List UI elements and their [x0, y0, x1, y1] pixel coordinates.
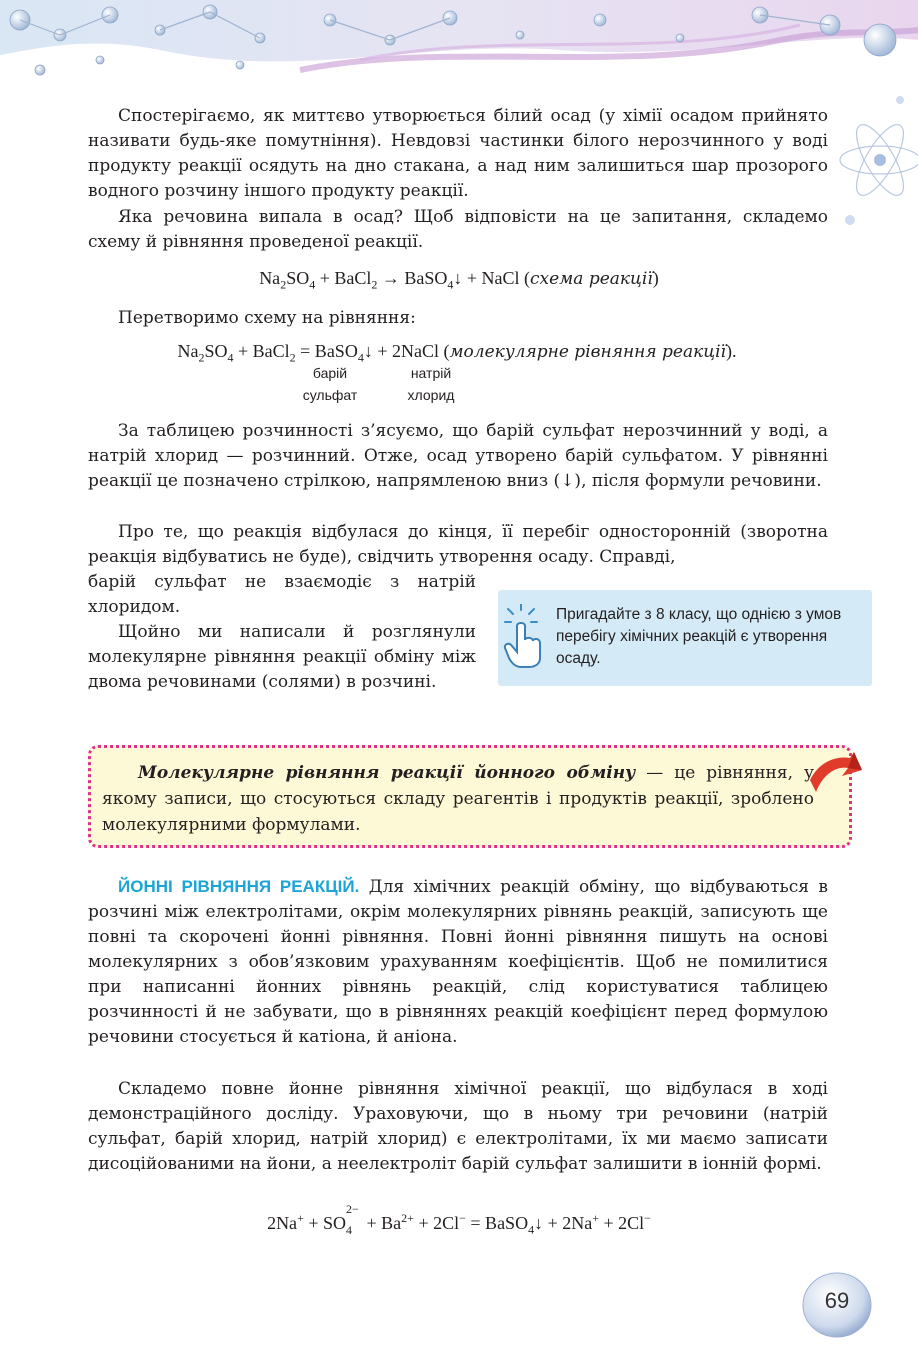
nacl-label-line1: натрій: [410, 365, 452, 381]
definition-text: [102, 760, 814, 838]
paragraph-3: Перетворимо схему на рівняння:: [118, 308, 416, 328]
hint-text: Пригадайте з 8 класу, що однією з умов перебігу хімічних реакцій є утворення осаду.: [556, 606, 842, 667]
molecules-header-decoration: [0, 0, 918, 120]
scheme-note: схема реакції: [530, 269, 653, 289]
paragraph-6: Щойно ми написали й розглянули молекулярне рівняння реакції обміну між двома речовинами (солями) в розчині.: [88, 622, 476, 692]
paragraph-4: За таблицею розчинності з’ясуємо, що барій сульфат нерозчинний у воді, а натрій хлорид — розчинний. Отже, осад утворено барій сульфатом. У рівнянні реакції це позначено стрілкою, напрямленою вниз (↓), після формули речовини.: [88, 421, 828, 491]
reaction-scheme: $Na_2SO_4$ + BaCl$_2$ → BaSO$_4$↓ + NaCl (схема реакції): [259, 268, 659, 292]
paragraph-8: Складемо повне йонне рівняння хімічної реакції, що відбулася в ході демонстраційного досліду. Ураховуючи, що в ньому три речовини (натрій сульфат, барій хлорид, натрій хлорид) є електролітами, їх ми маємо записати дисоційованими на йони, а неелектроліт барій сульфат залишити в іонній формі.: [88, 1079, 828, 1174]
equation-note: молекулярне рівняння реакції: [449, 342, 726, 362]
section-heading: ЙОННІ РІВНЯННЯ РЕАКЦІЙ.: [118, 877, 360, 896]
pointing-hand-icon: [503, 604, 547, 668]
nacl-label-line2: хлорид: [407, 387, 455, 403]
molecular-equation: $Na_2SO_4$ + BaCl$_2$ = BaSO$_4$↓ + 2NaCl (молекулярне рівняння реакції).: [177, 341, 737, 365]
paragraph-5-cont: барій сульфат не взаємодіє з натрій хлоридом.: [88, 572, 476, 617]
page-number: 69: [824, 1288, 850, 1313]
paragraph-5: Про те, що реакція відбулася до кінця, її перебіг односторонній (зворотна реакція відбуватись не буде), свідчить утворення осаду. Справді,: [88, 522, 828, 567]
baso4-label-line2: сульфат: [302, 387, 358, 403]
definition-rest: — це рівняння, у якому записи, що стосуються складу реагентів і продуктів реакції, зроблено молекулярними формулами.: [102, 763, 814, 835]
baso4-label: [285, 362, 375, 406]
baso4-label-line1: барій: [312, 365, 348, 381]
paragraph-2: Яка речовина випала в осад? Щоб відповісти на це запитання, складемо схему й рівняння проведеної реакції.: [88, 207, 828, 252]
section-paragraph: [88, 874, 828, 1050]
definition-term: Молекулярне рівняння реакції йонного обміну: [138, 763, 636, 783]
full-ionic-equation: 2Na+ + SO $_{2- 4} + Ba^{2+} + 2Cl^-$ = BaSO$_4$↓ + 2Na+ + 2Cl−: [267, 1201, 651, 1237]
nacl-label: [386, 362, 476, 406]
section-text: Для хімічних реакцій обміну, що відбуваються в розчині між електролітами, окрім молекулярних рівнянь реакцій, записують ще повні та скорочені йонні рівняння. Повні йонні рівняння пишуть на основі молекулярних з обов’язковим урахуванням коефіцієнтів. Щоб не помилитися при написанні йонних рівнянь реакцій, слід користуватися таблицею розчинності й не забувати, що в рівняннях реакцій коефіцієнт перед формулою речовини стосується й катіона, й аніона.: [88, 877, 828, 1047]
atom-side-decoration: [820, 80, 918, 280]
red-ribbon-icon: [808, 750, 864, 798]
paragraph-1: Спостерігаємо, як миттєво утворюється білий осад (у хімії осадом прийнято називати будь-яке помутніння). Невдовзі частинки білого нерозчинного у воді продукту реакції осядуть на дно стакана, а над ним залишиться шар прозорого водного розчину іншого продукту реакції.: [88, 106, 828, 201]
